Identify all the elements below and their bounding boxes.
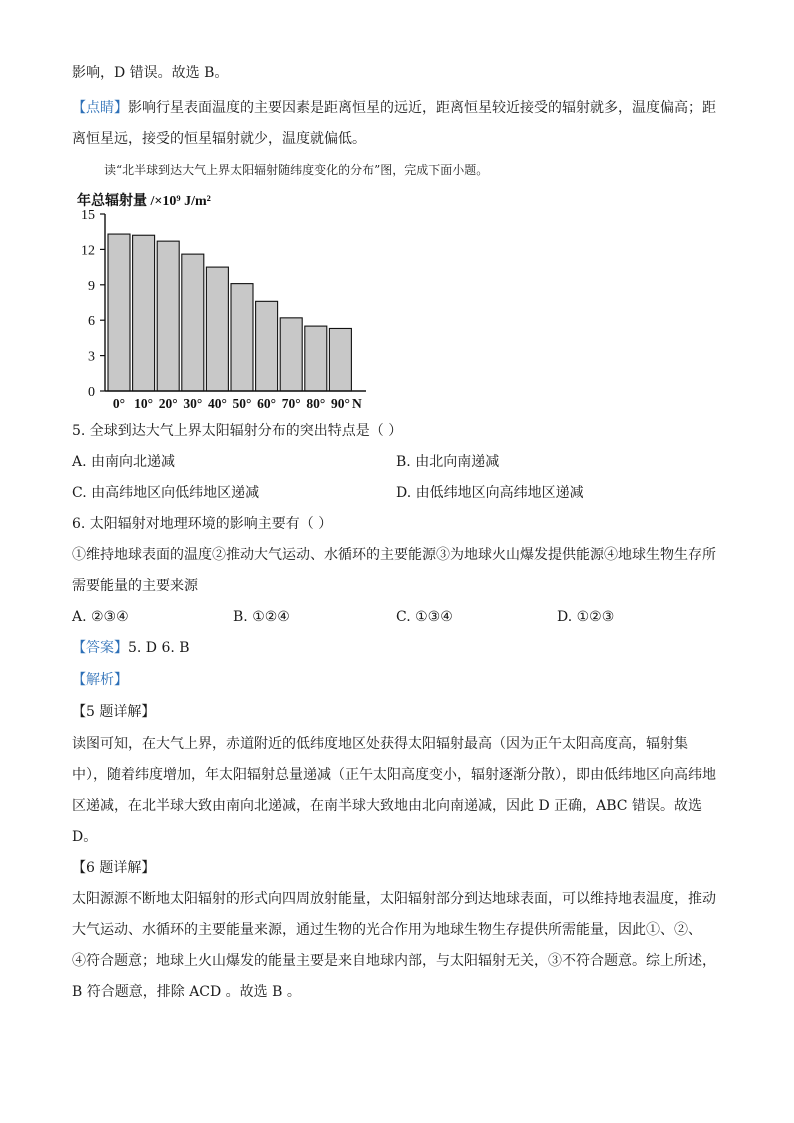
x-tick-label: 10° [134, 396, 154, 411]
x-tick-label: 30° [183, 396, 203, 411]
x-axis-suffix: N [352, 396, 362, 411]
detail-5-line-2: 中），随着纬度增加，年太阳辐射总量递减（正午太阳高度变小，辐射逐渐分散），即由低纬地区向高纬地 [72, 767, 716, 783]
bar [329, 328, 351, 391]
chart-intro: 读“北半球到达大气上界太阳辐射随纬度变化的分布”图，完成下面小题。 [104, 163, 489, 177]
y-tick-label: 15 [81, 208, 95, 223]
answer-text: 5. D 6. B [128, 640, 190, 656]
q6-option-b[interactable]: B. ①②④ [233, 609, 290, 625]
bar [206, 267, 228, 391]
x-tick-label: 80° [306, 396, 326, 411]
answer-line [72, 638, 190, 658]
bar [256, 301, 278, 391]
y-tick-label: 3 [88, 349, 95, 365]
bar [133, 235, 155, 391]
x-tick-label: 0° [112, 396, 126, 411]
detail-5-heading: 【5 题详解】 [72, 704, 156, 720]
y-tick-label: 9 [88, 278, 95, 294]
bars [108, 234, 351, 391]
x-tick-label: 40° [207, 396, 227, 411]
bar [108, 234, 130, 391]
tip-tag: 【点睛】 [72, 100, 128, 116]
detail-5-line-4: D。 [72, 829, 98, 845]
detail-6-line-1: 太阳源源不断地太阳辐射的形式向四周放射能量，太阳辐射部分到达地球表面，可以维持地表温度，推动 [72, 891, 716, 907]
question-5: 5. 全球到达大气上界太阳辐射分布的突出特点是（ ） [72, 423, 403, 439]
analysis-tag: 【解析】 [72, 672, 128, 688]
y-tick-label: 0 [88, 385, 95, 400]
x-ticks [113, 396, 362, 411]
q6-option-a[interactable]: A. ②③④ [72, 609, 129, 625]
detail-6-heading: 【6 题详解】 [72, 860, 156, 876]
question-6: 6. 太阳辐射对地理环境的影响主要有（ ） [72, 516, 333, 532]
bar [157, 241, 179, 391]
bar [280, 318, 302, 391]
x-tick-label: 70° [281, 396, 301, 411]
detail-6-line-2: 大气运动、水循环的主要能量来源，通过生物的光合作用为地球生物生存提供所需能量，因此①、②、 [72, 922, 702, 938]
answer-tag: 【答案】 [72, 640, 128, 656]
bar [305, 326, 327, 391]
q6-option-c[interactable]: C. ①③④ [396, 609, 453, 625]
detail-5-line-3: 区递减，在北半球大致由南向北递减，在南半球大致地由北向南递减，因此 D 正确，ABC 错误。故选 [72, 798, 702, 814]
q6-option-d[interactable]: D. ①②③ [557, 609, 615, 625]
question-6-items-2: 需要能量的主要来源 [72, 578, 198, 594]
radiation-bar-chart [60, 188, 380, 414]
detail-6-line-4: B 符合题意，排除 ACD 。故选 B 。 [72, 984, 301, 1000]
bar [182, 254, 204, 391]
q5-option-d[interactable]: D. 由低纬地区向高纬地区递减 [396, 485, 584, 501]
question-6-items-1: ①维持地球表面的温度②推动大气运动、水循环的主要能源③为地球火山爆发提供能源④地球生物生存所 [72, 547, 716, 563]
y-tick-label: 12 [81, 243, 95, 259]
q5-option-b[interactable]: B. 由北向南递减 [396, 454, 500, 470]
x-tick-label: 20° [158, 396, 178, 411]
x-tick-label: 60° [257, 396, 277, 411]
line-previous-conclusion: 影响，D 错误。故选 B。 [72, 65, 229, 81]
bar [231, 284, 253, 391]
detail-5-line-1: 读图可知，在大气上界，赤道附近的低纬度地区处获得太阳辐射最高（因为正午太阳高度高，辐射集 [72, 736, 688, 752]
q5-option-c[interactable]: C. 由高纬地区向低纬地区递减 [72, 485, 260, 501]
y-tick-label: 6 [88, 314, 95, 330]
y-ticks [81, 208, 105, 400]
detail-6-line-3: ④符合题意；地球上火山爆发的能量主要是来自地球内部，与太阳辐射无关，③不符合题意。综上所述， [72, 953, 716, 969]
q5-option-a[interactable]: A. 由南向北递减 [72, 454, 176, 470]
chart-title: 年总辐射量 /×10⁹ J/m² [77, 194, 211, 209]
x-tick-label: 90° [330, 396, 350, 411]
x-tick-label: 50° [232, 396, 252, 411]
tip-text: 影响行星表面温度的主要因素是距离恒星的远近，距离恒星较近接受的辐射就多，温度偏高；距 [128, 100, 716, 116]
tip-line-2: 离恒星远，接受的恒星辐射就少，温度就偏低。 [72, 131, 366, 147]
tip-line-1 [72, 98, 716, 118]
